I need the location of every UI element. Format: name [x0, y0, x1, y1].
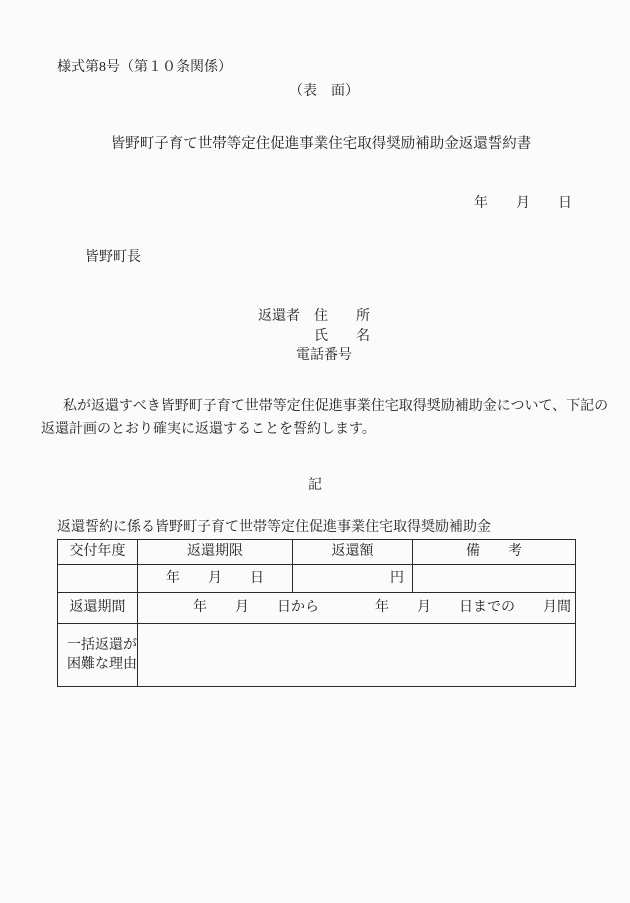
- header-repayment-deadline: 返還期限: [138, 540, 293, 565]
- cell-reason-label: [58, 624, 138, 687]
- document-title: 皆野町子育て世帯等定住促進事業住宅取得奨励補助金返還誓約書: [110, 136, 532, 152]
- repayment-table-wrapper: [57, 539, 576, 687]
- table-period-row: [58, 593, 576, 624]
- cell-reason-content: [138, 624, 576, 687]
- repayment-table: [57, 539, 576, 687]
- cell-deadline-date: 年 月 日: [138, 565, 293, 593]
- form-number: 様式第8号（第１０条関係）: [57, 60, 232, 75]
- cell-grant-year: [58, 565, 138, 593]
- header-remarks: 備 考: [413, 540, 576, 565]
- reason-label-text: 一括返還が困難な理由: [67, 638, 137, 672]
- cell-amount-yen: 円: [293, 565, 413, 593]
- table-entry-row: [58, 565, 576, 593]
- returner-line-address: 返還者 住 所: [258, 309, 370, 324]
- returner-line-phone: 電話番号: [296, 348, 352, 363]
- cell-remarks: [413, 565, 576, 593]
- section-marker-ki: 記: [308, 478, 322, 493]
- returner-line-name: 氏 名: [314, 328, 370, 344]
- pledge-paragraph: [41, 396, 615, 441]
- cell-period-label: 返還期間: [58, 593, 138, 624]
- table-caption: 返還誓約に係る皆野町子育て世帯等定住促進事業住宅取得奨励補助金: [57, 520, 491, 535]
- table-reason-row: [58, 624, 576, 687]
- table-header-row: [58, 540, 576, 565]
- pledge-line-2: 返還計画のとおり確実に返還することを誓約します。: [41, 421, 376, 437]
- pledge-line-1: 私が返還すべき皆野町子育て世帯等定住促進事業住宅取得奨励補助金について、下記の: [63, 399, 609, 414]
- header-repayment-amount: 返還額: [293, 540, 413, 565]
- header-grant-year: 交付年度: [58, 540, 138, 565]
- date-line: 年 月 日: [474, 196, 572, 211]
- side-label: （表 面）: [289, 84, 359, 99]
- addressee: 皆野町長: [85, 250, 141, 265]
- cell-period-content: 年 月 日から 年 月 日までの 月間: [138, 593, 576, 624]
- returner-block: [258, 307, 370, 366]
